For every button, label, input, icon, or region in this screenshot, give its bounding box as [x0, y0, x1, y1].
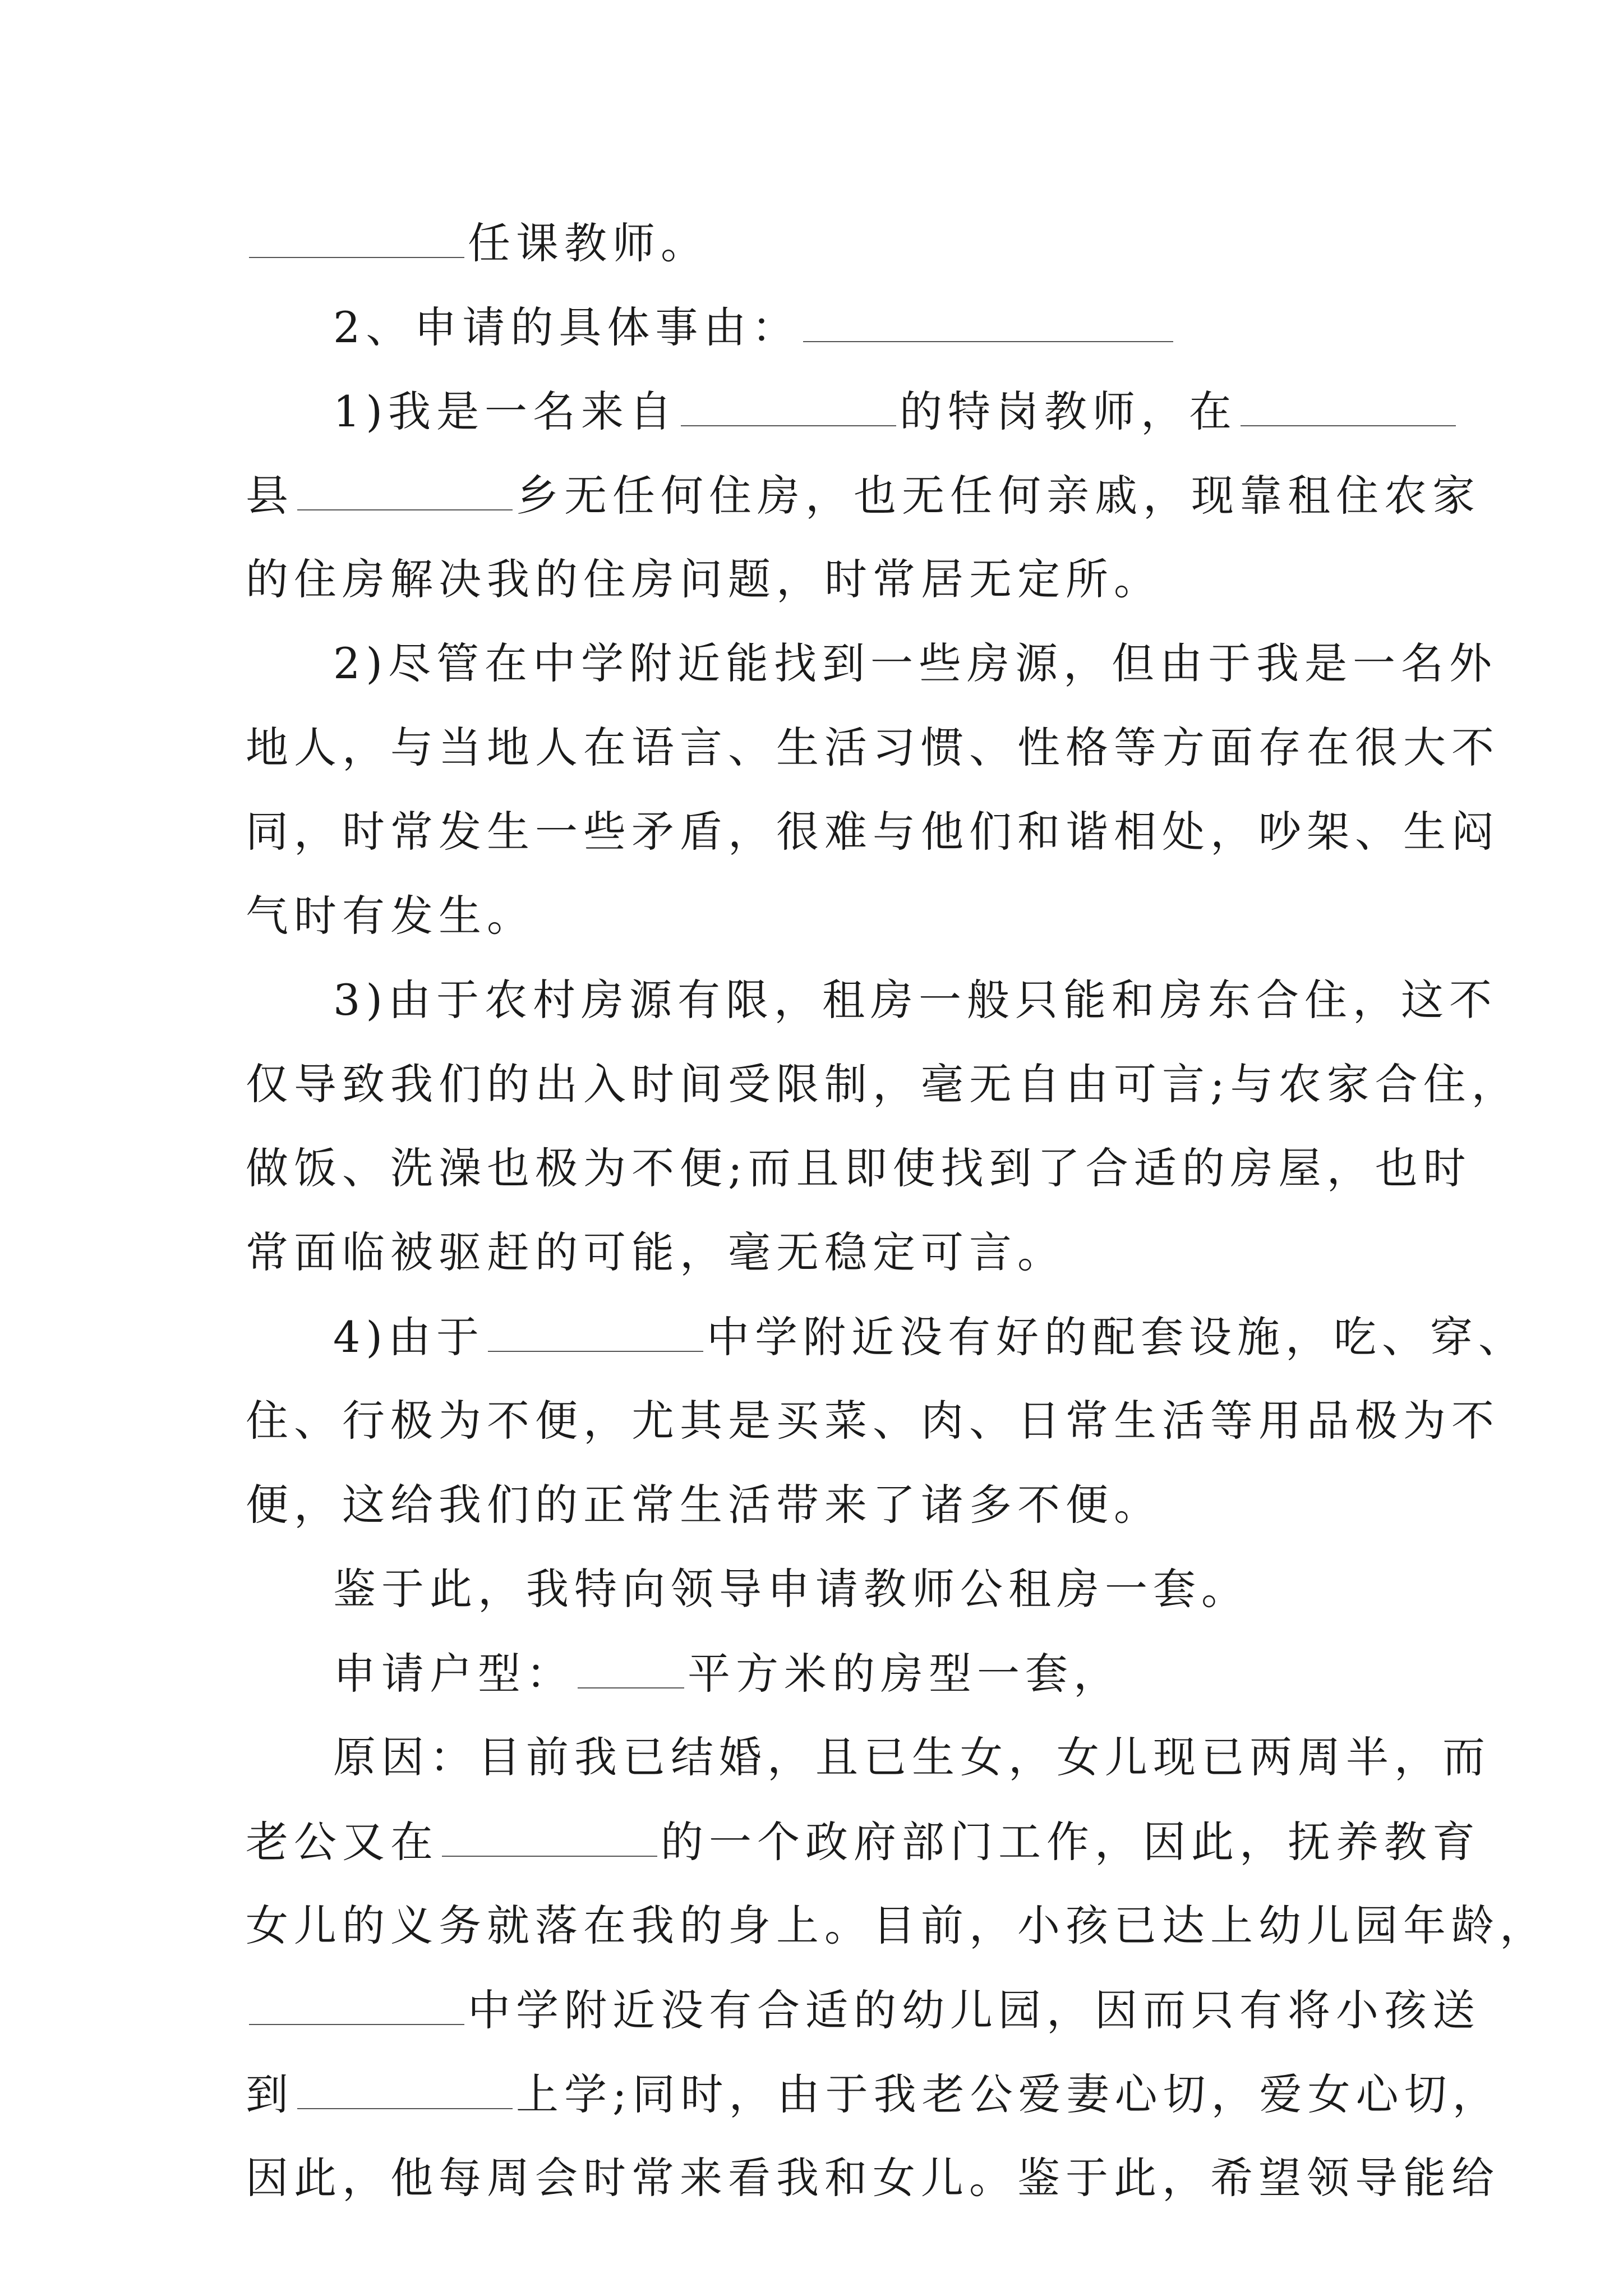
text-line: 的住房解决我的住房问题，时常居无定所。 [246, 554, 1162, 604]
text-line [333, 1306, 1527, 1368]
text-segment: 1)我是一名来自 [333, 386, 678, 436]
text-line: 常面临被驱赶的可能，毫无稳定可言。 [246, 1227, 1066, 1277]
text-segment: 中学附近没有好的配套设施，吃、穿、 [707, 1312, 1527, 1362]
text-line: 气时有发生。 [246, 891, 535, 941]
text-line [333, 296, 1177, 358]
text-segment: 中学附近没有合适的幼儿园，因而只有将小孩送 [468, 1985, 1481, 2035]
text-line [246, 1811, 1481, 1872]
text-line: 2)尽管在中学附近能找到一些房源，但由于我是一名外 [333, 638, 1498, 688]
text-segment: 申请户型： [333, 1649, 574, 1699]
text-line: 仅导致我们的出入时间受限制，毫无自由可言;与农家合住， [246, 1059, 1520, 1109]
fill-in-blank [297, 464, 513, 510]
fill-in-blank [249, 1979, 464, 2025]
text-line: 因此，他每周会时常来看我和女儿。鉴于此，希望领导能给 [246, 2153, 1500, 2203]
fill-in-blank [578, 1642, 684, 1688]
text-line: 做饭、洗澡也极为不便;而且即使找到了合适的房屋，也时 [246, 1143, 1472, 1193]
text-line: 鉴于此，我特向领导申请教师公租房一套。 [333, 1564, 1249, 1614]
text-line: 地人，与当地人在语言、生活习惯、性格等方面存在很大不 [246, 723, 1500, 772]
text-segment: 任课教师。 [468, 218, 709, 268]
text-line: 女儿的义务就落在我的身上。目前，小孩已达上幼儿园年龄， [246, 1901, 1548, 1950]
text-line: 住、行极为不便，尤其是买菜、肉、日常生活等用品极为不 [246, 1396, 1500, 1446]
fill-in-blank [1241, 380, 1456, 426]
text-segment: 2、申请的具体事由： [333, 302, 800, 352]
fill-in-blank [249, 212, 464, 258]
fill-in-blank [803, 296, 1173, 342]
text-line: 3)由于农村房源有限，租房一般只能和房东合住，这不 [333, 975, 1498, 1025]
text-line [246, 212, 709, 274]
text-line [246, 2063, 1501, 2125]
text-line: 同，时常发生一些矛盾，很难与他们和谐相处，吵架、生闷 [246, 807, 1500, 857]
text-line: 原因：目前我已结婚，且已生女，女儿现已两周半，而 [333, 1732, 1491, 1782]
text-segment: 4)由于 [333, 1312, 485, 1362]
text-segment: 的一个政府部门工作，因此，抚养教育 [661, 1817, 1481, 1867]
text-line [246, 464, 1481, 526]
text-line [333, 1642, 1122, 1704]
text-segment: 上学;同时，由于我老公爱妻心切，爱女心切， [516, 2069, 1501, 2119]
fill-in-blank [297, 2063, 513, 2109]
text-segment: 的特岗教师，在 [900, 386, 1238, 436]
fill-in-blank [488, 1306, 703, 1352]
text-line: 便，这给我们的正常生活带来了诸多不便。 [246, 1480, 1162, 1530]
fill-in-blank [681, 380, 896, 426]
text-segment: 县 [246, 471, 294, 521]
fill-in-blank [442, 1811, 657, 1857]
text-line [333, 380, 1459, 442]
text-segment: 到 [246, 2069, 294, 2119]
text-segment: 老公又在 [246, 1817, 439, 1867]
text-segment: 乡无任何住房，也无任何亲戚，现靠租住农家 [516, 471, 1481, 521]
text-segment: 平方米的房型一套， [688, 1649, 1122, 1699]
text-line [246, 1979, 1481, 2041]
